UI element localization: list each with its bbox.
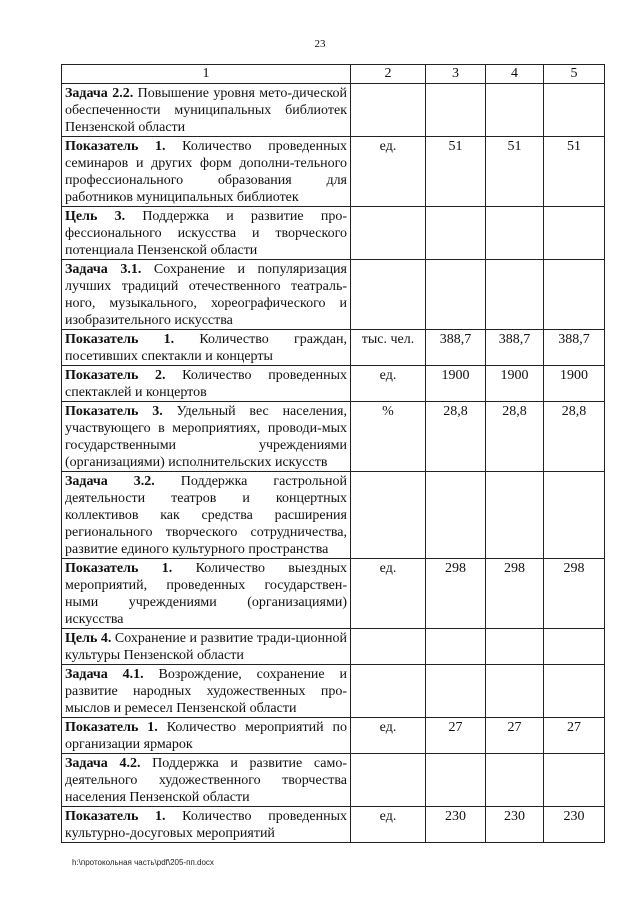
value-cell [486, 330, 544, 366]
table-row [62, 84, 605, 137]
row-description [62, 84, 351, 137]
value-cell [426, 472, 486, 559]
value-cell [544, 207, 605, 260]
table-row [62, 807, 605, 843]
value-cell [544, 629, 605, 665]
value-text: 28,8 [502, 404, 527, 419]
value-cell [544, 665, 605, 718]
value-cell [486, 84, 544, 137]
row-description [62, 472, 351, 559]
value-cell [426, 330, 486, 366]
row-description [62, 718, 351, 754]
row-keyword: Показатель 3. [65, 404, 163, 419]
row-text: Поддержка гастрольной деятельности театров и концертных коллективов как средства расширения регионального творческого сотрудничества, развитие единого культурного пространства [65, 474, 347, 557]
value-text: 1900 [560, 368, 588, 383]
value-cell [426, 84, 486, 137]
row-description [62, 754, 351, 807]
table-row [62, 207, 605, 260]
row-description [62, 330, 351, 366]
indicators-table [61, 64, 605, 843]
value-cell [426, 665, 486, 718]
value-text: 298 [563, 561, 585, 576]
value-cell [426, 137, 486, 207]
unit-cell [351, 366, 426, 402]
value-cell [544, 754, 605, 807]
value-text: 28,8 [443, 404, 468, 419]
row-keyword: Показатель 1. [65, 809, 166, 824]
row-text: Возрождение, сохранение и развитие народных художественных про-мыслов и ремесел Пензенской области [65, 667, 348, 716]
table-row [62, 718, 605, 754]
value-cell [486, 807, 544, 843]
value-cell [544, 260, 605, 330]
row-text: Количество граждан, посетивших спектакли и концерты [65, 332, 347, 364]
value-text: 230 [563, 809, 585, 824]
table-row [62, 330, 605, 366]
value-text: 27 [448, 720, 463, 735]
row-text: Сохранение и популяризация лучших традиций отечественного театраль-ного, музыкального, хореографического и изобразительного искусства [65, 262, 347, 328]
unit-cell [351, 559, 426, 629]
value-text: 1900 [500, 368, 529, 383]
value-cell [486, 366, 544, 402]
table-row [62, 366, 605, 402]
table-row [62, 665, 605, 718]
value-cell [486, 559, 544, 629]
row-description [62, 402, 351, 472]
row-keyword: Показатель 1. [65, 139, 166, 154]
unit-text: % [382, 404, 394, 419]
value-text: 298 [504, 561, 525, 576]
row-text: Удельный вес населения, участвующего в мероприятиях, проводи-мых государственными учреждениями (организациями) исполнительских искусств [65, 404, 347, 470]
unit-cell [351, 207, 426, 260]
value-text: 27 [567, 720, 581, 735]
unit-cell [351, 665, 426, 718]
row-text: Повышение уровня мето-дической обеспеченности муниципальных библиотек Пензенской области [65, 86, 347, 135]
row-keyword: Задача 2.2. [65, 86, 134, 101]
value-cell [426, 718, 486, 754]
value-text: 230 [445, 809, 466, 824]
row-keyword: Цель 3. [65, 209, 126, 224]
value-cell [486, 137, 544, 207]
value-cell [486, 754, 544, 807]
value-cell [426, 754, 486, 807]
header-cell: 4 [486, 65, 544, 84]
unit-text: тыс. чел. [361, 332, 415, 347]
value-cell [486, 260, 544, 330]
row-keyword: Показатель 1. [65, 720, 158, 735]
value-text: 51 [507, 139, 522, 154]
row-description [62, 366, 351, 402]
value-cell [544, 366, 605, 402]
unit-cell [351, 754, 426, 807]
header-cell: 2 [351, 65, 426, 84]
value-cell [426, 559, 486, 629]
table-row [62, 472, 605, 559]
table-row [62, 260, 605, 330]
value-text: 51 [567, 139, 581, 154]
value-text: 388,7 [558, 332, 590, 347]
value-cell [544, 137, 605, 207]
value-cell [544, 472, 605, 559]
row-keyword: Задача 4.2. [65, 756, 141, 771]
table-row [62, 137, 605, 207]
row-description [62, 665, 351, 718]
value-cell [486, 718, 544, 754]
row-text: Поддержка и развитие само-деятельного художественного творчества населения Пензенской области [65, 756, 347, 805]
unit-text: ед. [379, 368, 397, 383]
row-keyword: Показатель 1. [65, 561, 173, 576]
row-keyword: Задача 3.1. [65, 262, 142, 277]
unit-cell [351, 472, 426, 559]
row-description [62, 629, 351, 665]
value-cell [426, 629, 486, 665]
value-cell [486, 629, 544, 665]
unit-text: ед. [379, 139, 397, 154]
header-cell: 5 [544, 65, 605, 84]
unit-text: ед. [379, 809, 397, 824]
row-keyword: Задача 3.2. [65, 474, 155, 489]
row-keyword: Показатель 1. [65, 332, 175, 347]
row-text: Количество проведенных культурно-досуговых мероприятий [65, 809, 347, 841]
value-text: 27 [507, 720, 522, 735]
row-keyword: Задача 4.1. [65, 667, 144, 682]
page-number: 23 [314, 38, 326, 50]
value-text: 28,8 [561, 404, 587, 419]
unit-cell [351, 137, 426, 207]
table-row [62, 629, 605, 665]
value-text: 230 [504, 809, 525, 824]
value-text: 51 [448, 139, 463, 154]
row-text: Сохранение и развитие тради-ционной культуры Пензенской области [65, 631, 347, 663]
unit-text: ед. [379, 561, 397, 576]
value-cell [426, 207, 486, 260]
row-text: Поддержка и развитие про-фессионального искусства и творческого потенциала Пензенской области [65, 209, 347, 258]
value-text: 298 [445, 561, 466, 576]
row-description [62, 260, 351, 330]
value-cell [486, 472, 544, 559]
unit-cell [351, 718, 426, 754]
unit-cell [351, 330, 426, 366]
row-text: Количество мероприятий по организации ярмарок [65, 720, 347, 752]
file-path-footer: h:\протокольная часть\pdf\205-пп.docx [72, 858, 214, 867]
unit-cell [351, 629, 426, 665]
unit-text: ед. [379, 720, 397, 735]
row-text: Количество выездных мероприятий, проведенных государствен-ными учреждениями (организациями) искусства [65, 561, 348, 627]
value-cell [426, 260, 486, 330]
value-cell [544, 718, 605, 754]
value-cell [486, 665, 544, 718]
unit-cell [351, 260, 426, 330]
header-cell: 3 [426, 65, 486, 84]
table-row [62, 559, 605, 629]
header-cell: 1 [62, 65, 351, 84]
value-text: 388,7 [439, 332, 472, 347]
value-cell [544, 84, 605, 137]
row-keyword: Цель 4. [65, 631, 112, 646]
value-cell [426, 807, 486, 843]
table-row [62, 754, 605, 807]
table-row [62, 402, 605, 472]
row-description [62, 207, 351, 260]
unit-cell [351, 807, 426, 843]
table-header-row [62, 65, 605, 84]
row-text: Количество проведенных семинаров и других форм дополни-тельного профессионального образования для работников муниципальных библиотек [65, 139, 347, 205]
value-text: 1900 [441, 368, 470, 383]
row-keyword: Показатель 2. [65, 368, 166, 383]
value-cell [544, 559, 605, 629]
unit-cell [351, 402, 426, 472]
row-description [62, 807, 351, 843]
row-text: Количество проведенных спектаклей и концертов [65, 368, 347, 400]
value-cell [544, 330, 605, 366]
row-description [62, 137, 351, 207]
row-description [62, 559, 351, 629]
value-cell [544, 402, 605, 472]
value-cell [486, 402, 544, 472]
value-cell [426, 402, 486, 472]
value-cell [486, 207, 544, 260]
value-cell [544, 807, 605, 843]
value-cell [426, 366, 486, 402]
value-text: 388,7 [498, 332, 531, 347]
unit-cell [351, 84, 426, 137]
